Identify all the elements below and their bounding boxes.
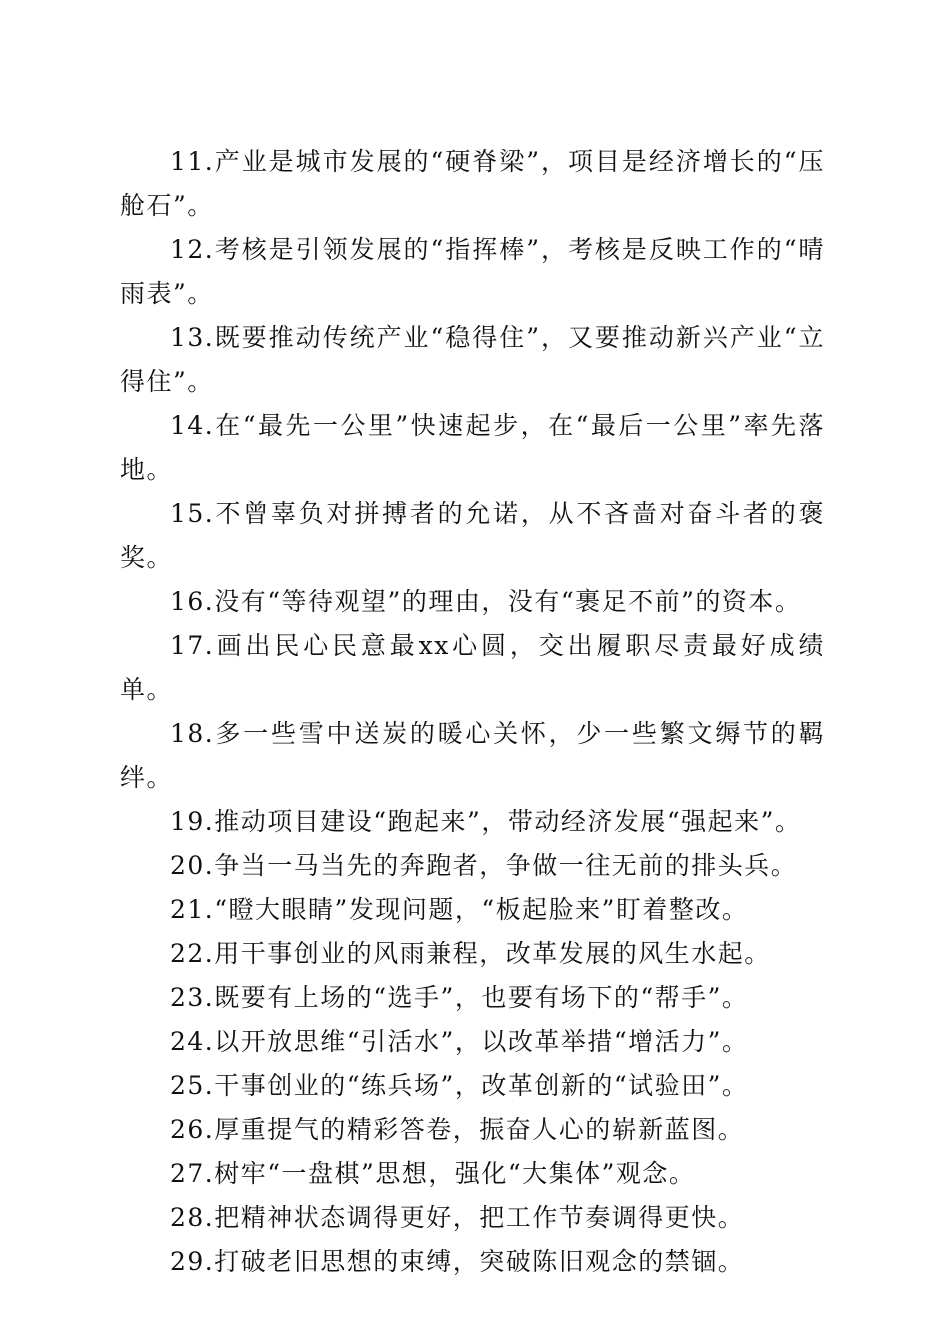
list-item: 13.既要推动传统产业“稳得住”，又要推动新兴产业“立得住”。 [120, 323, 825, 396]
list-item: 16.没有“等待观望”的理由，没有“裹足不前”的资本。 [170, 587, 802, 616]
list-item: 11.产业是城市发展的“硬脊梁”，项目是经济增长的“压舱石”。 [120, 147, 825, 220]
list-item: 19.推动项目建设“跑起来”，带动经济发展“强起来”。 [170, 807, 802, 836]
list-item: 12.考核是引领发展的“指挥棒”，考核是反映工作的“晴雨表”。 [120, 235, 825, 308]
list-item: 23.既要有上场的“选手”，也要有场下的“帮手”。 [170, 983, 749, 1012]
list-item: 22.用干事创业的风雨兼程，改革发展的风生水起。 [170, 939, 771, 968]
list-item: 24.以开放思维“引活水”，以改革举措“增活力”。 [170, 1027, 749, 1056]
list-item: 15.不曾辜负对拼搏者的允诺，从不吝啬对奋斗者的褒奖。 [120, 499, 825, 572]
list-item: 27.树牢“一盘棋”思想，强化“大集体”观念。 [170, 1159, 696, 1188]
list-item: 25.干事创业的“练兵场”，改革创新的“试验田”。 [170, 1071, 749, 1100]
list-item: 26.厚重提气的精彩答卷，振奋人心的崭新蓝图。 [170, 1115, 745, 1144]
list-item: 14.在“最先一公里”快速起步，在“最后一公里”率先落地。 [120, 411, 825, 484]
list-item: 17.画出民心民意最xx心圆，交出履职尽责最好成绩单。 [120, 631, 825, 704]
list-item: 29.打破老旧思想的束缚，突破陈旧观念的禁锢。 [170, 1247, 745, 1276]
list-item: 18.多一些雪中送炭的暖心关怀，少一些繁文缛节的羁绊。 [120, 719, 825, 792]
list-item: 28.把精神状态调得更好，把工作节奏调得更快。 [170, 1203, 745, 1232]
list-item: 21.“瞪大眼睛”发现问题，“板起脸来”盯着整改。 [170, 895, 749, 924]
phrase-list [120, 140, 825, 1284]
list-item: 20.争当一马当先的奔跑者，争做一往无前的排头兵。 [170, 851, 798, 880]
